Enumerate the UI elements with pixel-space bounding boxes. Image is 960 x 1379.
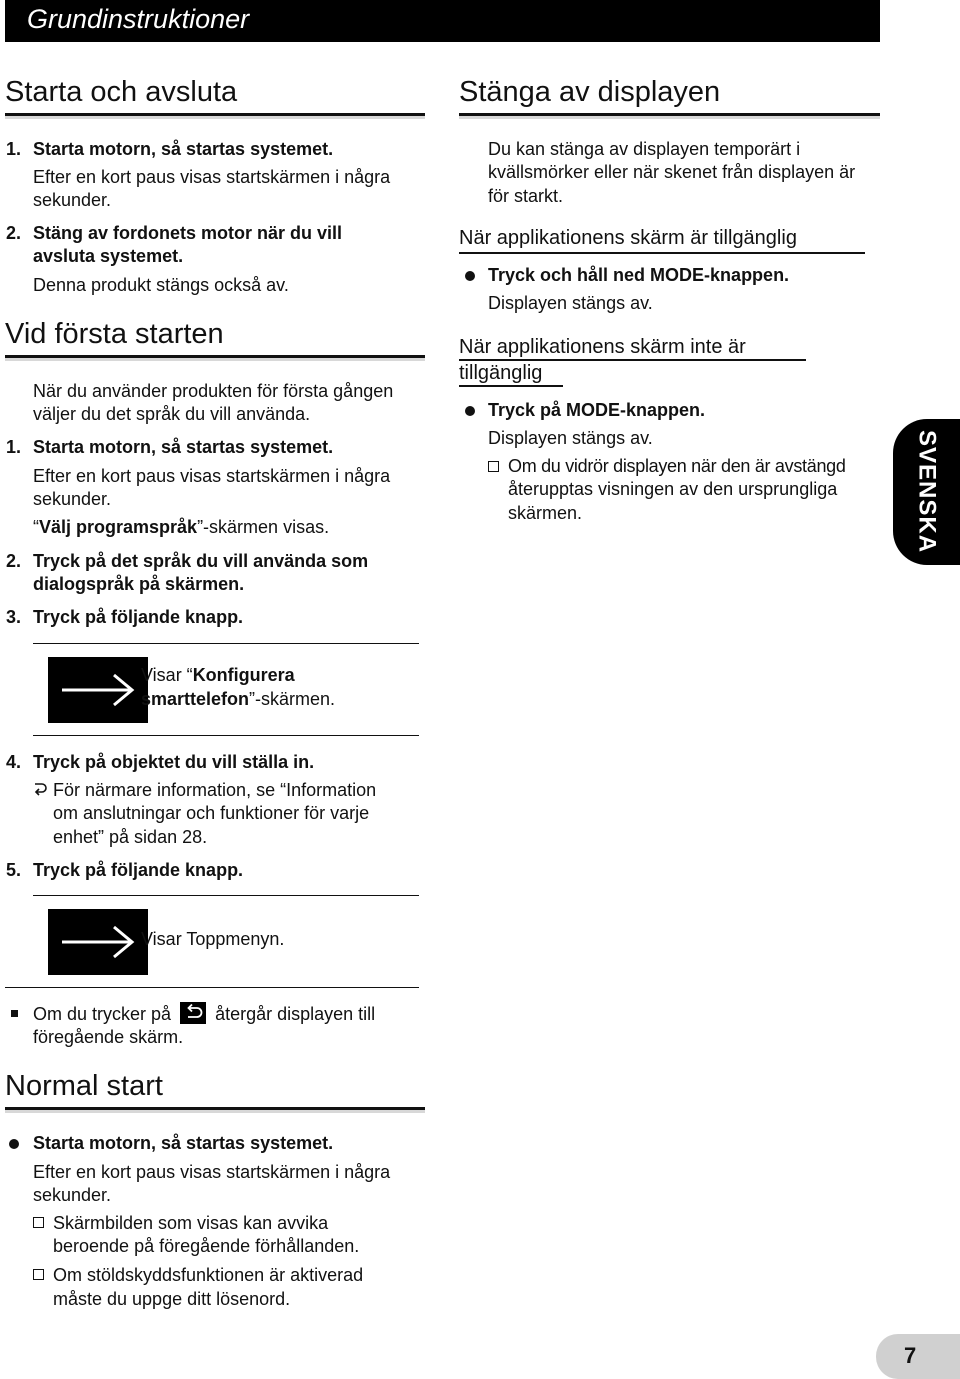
step-text: Starta motorn, så startas systemet.: [33, 437, 334, 457]
heading-starta-och-avsluta: Starta och avsluta: [5, 76, 238, 108]
right-arrow-icon: [48, 909, 148, 975]
screen-suffix: ”-skärmen visas.: [197, 517, 330, 537]
back-arrow-icon: [180, 1002, 206, 1024]
button-description: Visar Toppmenyn.: [141, 929, 285, 949]
language-side-tab: [893, 419, 960, 565]
subheading: När applikationens skärm inte är: [459, 336, 746, 358]
subheading-underline: [459, 252, 865, 254]
step-text: dialogspråk på skärmen.: [33, 574, 245, 594]
step-number: 2.: [6, 551, 22, 571]
page-number: 7: [904, 1343, 917, 1368]
button-description: [141, 664, 295, 688]
step-detail: sekunder.: [33, 489, 112, 509]
step-detail: Displayen stängs av.: [488, 293, 653, 313]
note-text: skärmen.: [508, 503, 583, 523]
subheading: tillgänglig: [459, 362, 543, 384]
reference-arrow-icon: [33, 781, 47, 802]
intro-text: kvällsmörker eller när skenet från displayen är: [488, 162, 856, 182]
step-detail: Efter en kort paus visas startskärmen i några: [33, 1162, 391, 1182]
reference-text: För närmare information, se “Information: [53, 780, 377, 800]
note-bullet: [11, 1010, 18, 1017]
step-detail: sekunder.: [33, 1185, 112, 1205]
step-text: Tryck på MODE-knappen.: [488, 400, 706, 420]
note-text: Om du vidrör displayen när den är avstängd: [508, 456, 846, 476]
table-rule: [33, 895, 419, 896]
table-rule: [33, 643, 419, 644]
step-text: Tryck och håll ned MODE-knappen.: [488, 265, 790, 285]
step-text: Tryck på följande knapp.: [33, 607, 244, 627]
step-detail: Displayen stängs av.: [488, 428, 653, 448]
intro-text: för starkt.: [488, 186, 564, 206]
note-text: föregående skärm.: [33, 1027, 184, 1047]
step-detail-screen: [33, 516, 329, 540]
heading-normal-start: Normal start: [5, 1070, 163, 1102]
step-number: 1.: [6, 139, 22, 159]
step-number: 3.: [6, 607, 22, 627]
note-checkbox-icon: [33, 1217, 44, 1228]
note-text: [33, 1002, 375, 1027]
note-part: återgår displayen till: [215, 1004, 376, 1024]
step-bullet: [465, 271, 475, 281]
note-checkbox-icon: [488, 461, 499, 472]
right-arrow-icon: [48, 657, 148, 723]
table-rule: [33, 735, 419, 736]
step-bullet: [9, 1139, 19, 1149]
note-text: återupptas visningen av den ursprungliga: [508, 479, 838, 499]
reference-text: om anslutningar och funktioner för varje: [53, 803, 370, 823]
intro-text: väljer du det språk du vill använda.: [33, 404, 311, 424]
step-text: Tryck på objektet du vill ställa in.: [33, 752, 315, 772]
step-number: 2.: [6, 223, 22, 243]
heading-rule: [5, 1107, 425, 1113]
desc-text: ”-skärmen.: [249, 689, 336, 709]
desc-screen-name: smarttelefon: [141, 689, 250, 709]
note-text: måste du uppge ditt lösenord.: [53, 1289, 291, 1309]
desc-text: Visar “: [141, 665, 193, 685]
heading-stanga-av-displayen: Stänga av displayen: [459, 76, 721, 108]
step-text: Tryck på det språk du vill använda som: [33, 551, 369, 571]
step-number: 5.: [6, 860, 22, 880]
step-text: Starta motorn, så startas systemet.: [33, 139, 334, 159]
section-banner: [5, 0, 880, 42]
reference-text: enhet” på sidan 28.: [53, 827, 208, 847]
step-text: Starta motorn, så startas systemet.: [33, 1133, 334, 1153]
step-text: Stäng av fordonets motor när du vill: [33, 223, 343, 243]
intro-text: När du använder produkten för första gången: [33, 381, 394, 401]
step-text: avsluta systemet.: [33, 246, 184, 266]
table-rule: [5, 987, 419, 988]
heading-vid-forsta-starten: Vid första starten: [5, 318, 224, 350]
heading-rule: [459, 113, 880, 119]
step-text: Tryck på följande knapp.: [33, 860, 244, 880]
step-detail: Efter en kort paus visas startskärmen i några: [33, 167, 391, 187]
language-label: SVENSKA: [913, 430, 941, 554]
note-text: Om stöldskyddsfunktionen är aktiverad: [53, 1265, 364, 1285]
step-detail: Denna produkt stängs också av.: [33, 275, 289, 295]
banner-title: Grundinstruktioner: [27, 4, 250, 34]
page-number-badge: [876, 1334, 960, 1379]
subheading: När applikationens skärm är tillgänglig: [459, 227, 797, 249]
step-number: 4.: [6, 752, 22, 772]
subheading-underline: [459, 359, 806, 361]
subheading-underline: [459, 385, 563, 387]
heading-rule: [5, 113, 425, 119]
heading-rule: [5, 355, 425, 361]
note-checkbox-icon: [33, 1269, 44, 1280]
screen-name: Välj programspråk: [39, 517, 198, 537]
quote-open: “: [33, 517, 39, 537]
step-number: 1.: [6, 437, 22, 457]
step-detail: sekunder.: [33, 190, 112, 210]
step-bullet: [465, 406, 475, 416]
note-text: beroende på föregående förhållanden.: [53, 1236, 360, 1256]
note-text: Skärmbilden som visas kan avvika: [53, 1213, 329, 1233]
step-detail: Efter en kort paus visas startskärmen i några: [33, 466, 391, 486]
intro-text: Du kan stänga av displayen temporärt i: [488, 139, 801, 159]
desc-screen-name: Konfigurera: [192, 665, 295, 685]
button-description: [141, 688, 335, 712]
note-part: Om du trycker på: [33, 1004, 172, 1024]
